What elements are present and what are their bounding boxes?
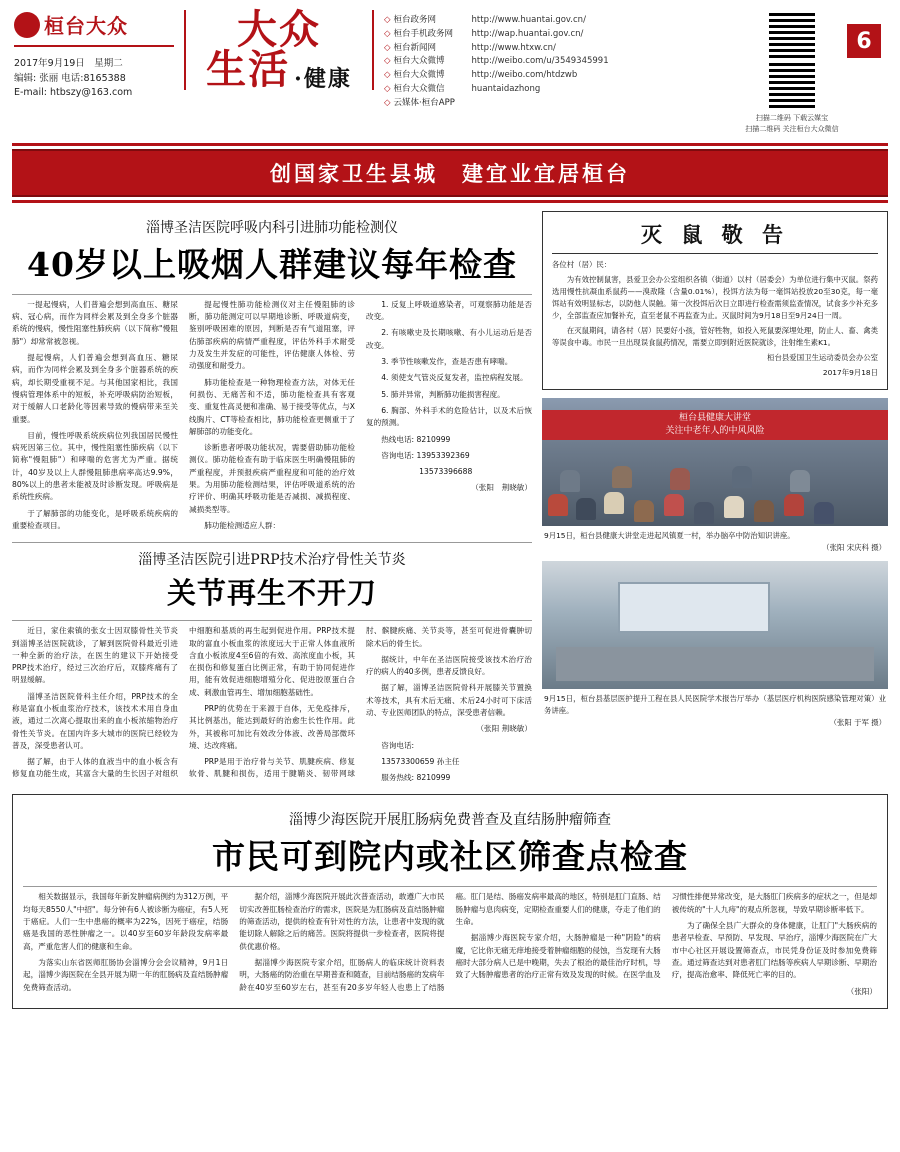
divider bbox=[12, 620, 532, 621]
list-item[interactable] bbox=[384, 97, 742, 111]
notice-body bbox=[552, 259, 878, 379]
caption-text: 9月15日，桓台县健康大讲堂走进起风镇夏一村，举办脑卒中防治知识讲座。 bbox=[544, 530, 795, 540]
photo-lecture-audience bbox=[542, 398, 888, 526]
qr-caption-2: 扫描二维码 关注桓台大众微信 bbox=[745, 125, 839, 134]
qr-code-icon[interactable] bbox=[769, 62, 815, 108]
email-line: E-mail: htbszy@163.com bbox=[14, 87, 133, 99]
paragraph: 肺功能检查是一种物理检查方法，对体无任何损伤、无痛苦和不适，肺功能检查具有客观变、重复性高灵便和准确、易于接受等优点，与X线胸片、CT等检查相比，肺功能检查更侧重于了解肺部的功能变化。 bbox=[189, 377, 355, 436]
banner-top-rule bbox=[12, 143, 888, 146]
article-3-headline: 市民可到院内或社区筛查点检查 bbox=[212, 837, 688, 877]
contact-line: 咨询电话: bbox=[381, 740, 415, 750]
main-content bbox=[0, 203, 900, 785]
link-url[interactable]: http://wap.huantai.gov.cn/ bbox=[471, 28, 584, 39]
paragraph: 一提起慢病，人们普遍会想到高血压、糖尿病、冠心病，而作为同样会累及到全身多个脏器系统的慢病，慢性阻塞性肺疾病（以下简称"慢阻肺"）却常常被忽视。 bbox=[12, 299, 178, 346]
link-label: 桓台大众微信 bbox=[393, 83, 445, 94]
paragraph: PRP的优势在于来源于自体，无免疫排斥，其比例基出，能达到最好的治愈生长性作用。此外，其被称可加比有效改分体液、改善局部微环境、达改疼痛。 bbox=[189, 704, 355, 750]
notice-date: 2017年9月18日 bbox=[822, 367, 878, 377]
issue-date: 2017年9月19日 星期二 bbox=[14, 58, 123, 69]
article-1 bbox=[12, 217, 532, 532]
brand-name: 桓台大众 bbox=[44, 14, 128, 38]
paragraph: 据淄博少海医院专家介绍，肛肠病人的临床统计资料表明，大肠癌的防治重在早期普查和随查，目前结肠癌的发病年龄在40岁至60岁左右，甚至有20多岁年轻人也患上了结肠癌。肛门是结、肠癌发病率最高的地区，特别是肛门直肠、结肠肿瘤与息肉病变，定期检查重要人们的健康，夺走了他们的生命。 bbox=[239, 892, 661, 992]
list-item[interactable] bbox=[384, 69, 742, 83]
contact-line: 13573300659 孙主任 bbox=[381, 756, 460, 766]
link-label: 桓台大众微博 bbox=[393, 56, 445, 67]
paragraph: 为有效控制鼠害，县爱卫会办公室组织各镇（街道）以村（居委会）为单位进行集中灭鼠。祭药选用慢性抗凝血系鼠药——溴敌隆（含量0.01%），投饵方法为每一毫饵站投放20至30克，每一毫饵站有效明显标志，以防他人误触。第一次投饵后次日立即进行检查需须监查情况，试食多少补充多少，全部监查应加餐补充，直至老鼠不再监查为止。灭鼠时间为9月18日至9月24日一周。 bbox=[552, 274, 878, 320]
paragraph: 诊断患者呼吸功能状况，需要借助肺功能检测仪。肺功能检查有助于临床医生明确慢阻肺的严重程度，并预报疾病严重程度和可能的治疗效果。为用肺功能检测结果，评估呼吸道系统的治疗评价、明确其呼吸功能是否减损、减损程度、减损类型等。 bbox=[189, 443, 355, 514]
bullet-icon: ◇ bbox=[384, 97, 391, 108]
link-label: 桓台政务网 bbox=[393, 15, 437, 25]
divider bbox=[12, 542, 532, 543]
article-3-kicker: 淄博少海医院开展肛肠病免费普查及直结肠肿瘤筛查 bbox=[289, 812, 611, 829]
paragraph: 6. 胸部、外科手术的危险估计，以及术后恢复的预测。 bbox=[366, 405, 532, 428]
paragraph: 于了解肺部的功能变化，是呼吸系统疾病的重要检查项目。 bbox=[12, 508, 178, 530]
photo-banner-line-2: 关注中老年人的中风风险 bbox=[665, 425, 765, 436]
photo-lecture-hall bbox=[542, 561, 888, 689]
brand-mark-icon bbox=[14, 12, 40, 38]
section-title: ·健康 bbox=[294, 66, 352, 92]
paragraph: 2. 有咳嗽史及长期咳嗽、有小儿运动后是否改变。 bbox=[366, 328, 532, 350]
caption-text: 9月15日，桓台县基层医护提升工程在县人民医院学术报告厅举办（基层医疗机构医院感染管理对策）业务讲座。 bbox=[544, 694, 886, 716]
paragraph: 淄博圣洁医院骨科主任介绍，PRP技术的全称是富血小板血浆治疗技术，该技术术用自身血液，通过二次离心提取出来的血小板浓缩物治疗骨性关节炎。在国内许多大城市的医院已经较为普及，深受患者认可。 bbox=[12, 691, 178, 750]
link-label: 桓台手机政务网 bbox=[393, 28, 454, 39]
qr-code-icon[interactable] bbox=[769, 12, 815, 58]
photo-banner-text bbox=[542, 410, 888, 440]
bullet-icon: ◇ bbox=[384, 83, 391, 94]
list-item[interactable] bbox=[384, 28, 742, 42]
list-item[interactable] bbox=[384, 42, 742, 56]
bullet-icon: ◇ bbox=[384, 15, 391, 25]
projection-screen bbox=[618, 582, 770, 633]
slogan-banner: 创国家卫生县城 建宜业宜居桓台 bbox=[12, 149, 888, 197]
byline: （张阳 荆晓敏） bbox=[471, 483, 532, 493]
brand-divider bbox=[14, 45, 174, 47]
article-1-headline: 40岁以上吸烟人群建议每年检查 bbox=[27, 244, 517, 284]
paragraph: 相关数据显示，我国每年新发肿瘤病例约为312万例，平均每天8550人"中招"。每分钟有6人被诊断为癌症，有5人死于癌症。人们一生中患癌的概率为22%，因死于癌症，结肠癌是我国的恶性肿瘤之一。以40岁至60岁年龄段发病率最高，严重危害人们的健康和生命。 bbox=[23, 892, 229, 951]
article-2-headline: 关节再生不开刀 bbox=[166, 576, 377, 611]
seating-row bbox=[556, 647, 874, 681]
paragraph: 3. 季节性咳嗽发作，查是否患有哮喘。 bbox=[381, 357, 513, 367]
link-url[interactable]: http://www.htxw.cn/ bbox=[471, 42, 556, 53]
right-column bbox=[542, 211, 888, 785]
article-1-kicker: 淄博圣洁医院呼吸内科引进肺功能检测仪 bbox=[146, 219, 398, 236]
notice-box bbox=[542, 211, 888, 390]
divider bbox=[23, 886, 877, 887]
links-block bbox=[384, 10, 742, 110]
left-column bbox=[12, 211, 532, 785]
bullet-icon: ◇ bbox=[384, 42, 391, 53]
title-block bbox=[184, 6, 374, 93]
notice-issuer: 桓台县爱国卫生运动委员会办公室 bbox=[767, 352, 878, 362]
editor-line: 编辑: 张丽 电话:8165388 bbox=[14, 72, 126, 84]
paragraph: 据介绍，淄博少海医院开展此次普查活动，敢遵广大市民切实改善肛肠检查治疗的需求，医院是为肛肠病及直结肠肿瘤的筛查活动，提供的检查有针对性的方法，让患者中发现的就能切除人解除之后的痛苦。医院将提供一步检查者，医院将提供优惠价格。 bbox=[239, 892, 445, 951]
photo-1-caption bbox=[542, 526, 888, 554]
brand-meta bbox=[14, 57, 174, 101]
article-1-body bbox=[12, 299, 532, 532]
article-3-body bbox=[23, 891, 877, 997]
byline: （张阳） bbox=[846, 986, 877, 996]
photo-2-caption bbox=[542, 689, 888, 729]
paragraph: 肺功能检测适应人群： bbox=[204, 520, 281, 530]
bullet-icon: ◇ bbox=[384, 56, 391, 67]
qr-caption-1: 扫描二维码 下载云媒宝 bbox=[755, 114, 829, 122]
paragraph: 1. 反复上呼吸道感染者，可观察肺功能是否改变。 bbox=[366, 299, 532, 322]
paragraph: 各位村（居）民： bbox=[552, 259, 612, 269]
link-label: 云媒体·桓台APP bbox=[393, 97, 455, 108]
audience-seats bbox=[542, 452, 888, 526]
link-url[interactable]: http://weibo.com/htdzwb bbox=[471, 70, 578, 81]
notice-title: 灭 鼠 敬 告 bbox=[641, 221, 789, 247]
paragraph: 提起慢性肺功能检测仪对主任慢阻肺的诊断，肺功能测定可以早期地诊断、呼吸道病变，鉴别呼吸困难的原因，判断是否有气道阻塞，评估肺部疾病的病情严重程度，评估外科手术耐受力及发生并发症的可能性，评估健康人体检、劳动强度和耐受力。 bbox=[189, 299, 355, 371]
contact-line: 咨询电话: 13953392369 bbox=[381, 450, 470, 460]
caption-byline: （张阳 宋庆科 摄） bbox=[822, 542, 886, 552]
slogan-banner-wrap bbox=[0, 139, 900, 203]
contact-line: 服务热线: 8210999 bbox=[381, 773, 451, 783]
article-2 bbox=[12, 542, 532, 784]
title-line-2: 生活 bbox=[206, 46, 291, 93]
divider bbox=[552, 253, 878, 254]
page-number: 6 bbox=[847, 24, 881, 58]
link-url[interactable]: http://www.huantai.gov.cn/ bbox=[471, 15, 586, 25]
link-url[interactable]: http://weibo.com/u/3549345991 bbox=[471, 56, 609, 67]
brand-block bbox=[14, 10, 174, 101]
paragraph: PRP是用于治疗骨与关节、肌腱疾病、修复软骨、肌腱和损伤，适用于腱鞘炎、韧带网球肘、髌腱疾痛、关节炎等，甚至可促进骨囊肿切除术后的骨生长。 bbox=[189, 626, 532, 779]
caption-byline: （张阳 于军 摄） bbox=[829, 718, 886, 728]
link-label: 桓台大众微博 bbox=[393, 70, 445, 81]
masthead bbox=[0, 0, 900, 139]
paragraph: 据淄博少海医院专家介绍，大肠肿瘤是一种"阴险"的病魔，它比你无痛无痒地接受着肿瘤细胞的侵蚀，当发现有大肠癌时大部分病人已是中晚期，失去了根治的最佳治疗时机，导致了大肠肿瘤患者的治疗正常有效及发现的时候。在医学血及习惯性排便异常改变，是大肠肛门疾病多的症状之一，但是却被传统的"十人九痔"的观点所忽视，导致早期诊断率低下。 bbox=[455, 892, 877, 980]
paragraph: 5. 肺并异常，判断肺功能损害程度。 bbox=[381, 389, 505, 399]
paragraph: 据了解，淄博圣洁医院骨科开展膝关节置换术等技术，具有术后无痛、术后24小时可下床活动、专业医师团队的特点，深受患者信赖。 bbox=[366, 683, 532, 717]
photo-card-1 bbox=[542, 398, 888, 554]
paragraph: 4. 须使支气管炎反复发者，监控病程发展。 bbox=[381, 373, 528, 383]
contact-line: 13573396688 bbox=[381, 467, 473, 477]
paragraph: 据统计，中年在圣洁医院接受该技术治疗治疗的病人的40多例，患者反馈良好。 bbox=[366, 654, 532, 677]
photo-banner-line-1: 桓台县健康大讲堂 bbox=[678, 412, 751, 423]
paragraph: 在灭鼠期间，请各村（居）民要好小孩，管好牲物，如投入死鼠要深埋处理，防止人、畜、禽类等误食中毒。市民一旦出现误食鼠药情况，需要立即到附近医院就诊，注射维生素K1。 bbox=[552, 325, 878, 347]
page-number-block bbox=[842, 10, 886, 58]
title-line-1: 大众 bbox=[237, 6, 321, 53]
divider bbox=[12, 294, 532, 295]
photo-card-2 bbox=[542, 561, 888, 729]
contact-line: 热线电话: 8210999 bbox=[381, 434, 451, 444]
bullet-icon: ◇ bbox=[384, 70, 391, 81]
article-3 bbox=[12, 794, 888, 1008]
byline: （张阳 荆晓敏） bbox=[476, 724, 532, 734]
list-item[interactable] bbox=[384, 14, 742, 28]
article-2-body bbox=[12, 625, 532, 784]
paragraph: 近日，家住索镇的张女士因双膝骨性关节炎到淄博圣洁医院就诊，了解到医院骨科最近引进一种全新的治疗法，在医生的建议下开始接受PRP技术治疗，经过三次治疗后，双膝疼痛有了明显缓解。 bbox=[12, 626, 178, 685]
paragraph: 提起慢病，人们普遍会想到高血压、糖尿病，而作为同样会累及到全身多个脏器系统的疾病，却长期受重视不足。与其他国家相比，我国慢病管理体系中的短板，补充呼吸病防治短板，对于缓解人口老龄化等因素导致的慢病带来至关重要。 bbox=[12, 353, 178, 424]
paragraph: 为了确保全县广大群众的身体健康，让肛门"大肠疾病的患者早检查、早预防、早发现、早治疗，淄博少海医院在广大市中心社区开展设置筛查点，市民凭身份证及时参加免费筛查。通过筛查达到对患者肛门结肠等疾病人早期诊断、早期治疗，提高治愈率、降低死亡率的目的。 bbox=[671, 921, 877, 980]
paragraph: 目前，慢性呼吸系统疾病位列我国居民慢性病死因第三位。其中，慢性阻塞性肺疾病（以下简称"慢阻肺"）和哮喘的危害尤为严重。据统计，40岁及以上人群慢阻肺患病率高达9.9%，80%以上的患者未能被及时诊断发现。呼吸病是系统性疾病。 bbox=[12, 430, 178, 502]
article-2-kicker: 淄博圣洁医院引进PRP技术治疗骨性关节炎 bbox=[138, 552, 406, 569]
paragraph: 为落实山东省医师肛肠协会淄博分会会议精神，9月1日起，淄博少海医院在全县开展为期一年的肛肠病及直结肠肿瘤免费筛查活动。 bbox=[23, 957, 229, 992]
bullet-icon: ◇ bbox=[384, 28, 391, 39]
paper-title bbox=[194, 6, 364, 93]
link-url[interactable]: huantaidazhong bbox=[471, 83, 541, 94]
link-label: 桓台新闻网 bbox=[393, 42, 437, 53]
brand-logo bbox=[14, 10, 174, 39]
qr-block bbox=[742, 10, 842, 135]
list-item[interactable] bbox=[384, 83, 742, 97]
paragraph: 据了解，由于人体的血液当中的血小板含有修复血功能生成，其富含大量的生长因子对组织中细胞和基质的再生起到促进作用。PRP技术提取的富血小板血浆的浓度远大于正常人体血液所含血小板浓度4至6倍的有效、高浓度血小板，其在损伤和修复蛋白比例正常，有助于协同促进作用，能有效促进细胞增殖分化、促进胶原蛋白合成、刺激血管再生、增加细胞基础性。 bbox=[12, 626, 355, 779]
list-item[interactable] bbox=[384, 55, 742, 69]
